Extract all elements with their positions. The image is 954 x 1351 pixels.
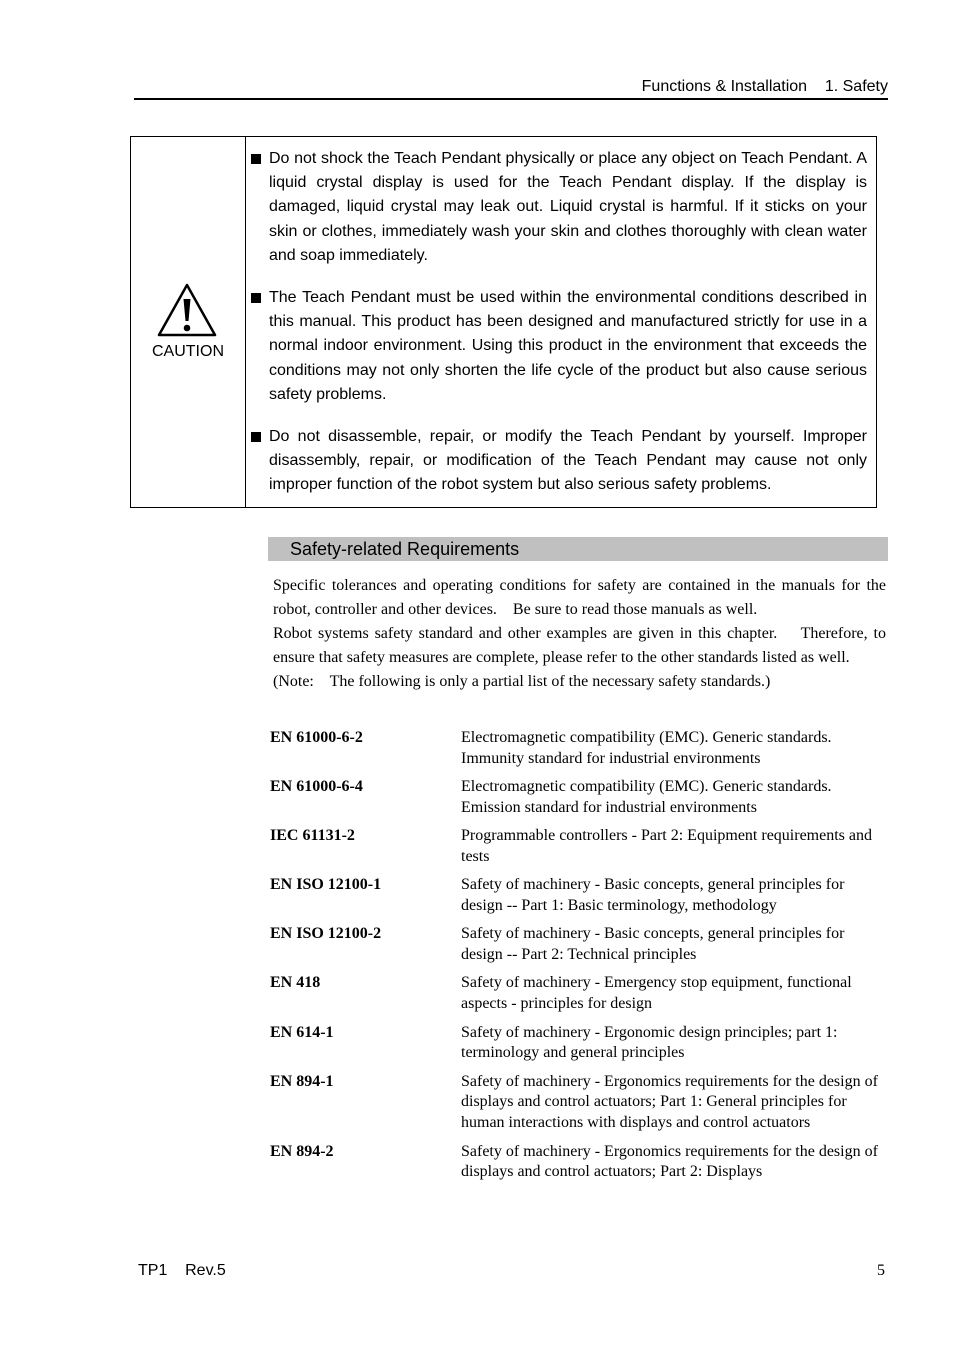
header-text: Functions & Installation 1. Safety [641, 78, 888, 95]
bullet-square-icon [251, 293, 261, 303]
section-title: Safety-related Requirements [290, 539, 520, 559]
caution-bullets [249, 147, 867, 516]
caution-box [130, 136, 877, 508]
standard-code: EN 61000-6-4 [270, 778, 363, 796]
caution-bullet [249, 147, 867, 268]
standard-description: Safety of machinery - Ergonomics requirements for the design of displays and control actuators; Part 2: Displays [461, 1142, 878, 1181]
standard-description: Safety of machinery - Basic concepts, general principles for design -- Part 2: Technical principles [461, 925, 845, 964]
standard-code: EN 61000-6-2 [270, 729, 363, 746]
standard-row [270, 826, 890, 868]
bullet-square-icon [251, 154, 261, 164]
standard-row [270, 1072, 890, 1134]
intro-note: (Note: The following is only a partial list of the necessary safety standards.) [273, 673, 771, 690]
bullet-text: Do not disassemble, repair, or modify the Teach Pendant by yourself. Improper disassembly, repair, or modification of the Teach Pendant may cause not only improper function of the robot system but also serious safety problems. [269, 428, 867, 494]
standards-list [270, 728, 890, 1191]
standard-description: Electromagnetic compatibility (EMC). Generic standards. Emission standard for industrial environments [461, 778, 832, 816]
warning-triangle-icon [157, 283, 217, 337]
standard-description: Programmable controllers - Part 2: Equipment requirements and tests [461, 827, 872, 865]
standard-code: IEC 61131-2 [270, 827, 355, 845]
standard-description: Safety of machinery - Emergency stop equipment, functional aspects - principles for design [461, 974, 852, 1013]
standard-row [270, 728, 890, 770]
caution-label: CAUTION [152, 343, 224, 360]
bullet-square-icon [251, 432, 261, 442]
standard-description: Safety of machinery - Ergonomic design principles; part 1: terminology and general principles [461, 1023, 838, 1062]
caution-bullet [249, 425, 867, 498]
standard-code: EN 894-1 [270, 1072, 334, 1090]
footer-doc-id: TP1 Rev.5 [138, 1262, 226, 1279]
bullet-text: Do not shock the Teach Pendant physically or place any object on Teach Pendant. A liquid crystal display is used for the Teach Pendant display. If the display is damaged, liquid crystal may leak out. Liquid crystal is harmful. If it sticks on your skin or clothes, immediately wash your skin and clothes thoroughly with clean water and soap immediately. [269, 150, 867, 264]
intro-paragraph: Robot systems safety standard and other examples are given in this chapter. Therefore, to ensure that safety measures are complete, please refer to the other standards listed as well. [273, 625, 890, 666]
standard-row [270, 973, 890, 1015]
standard-code: EN ISO 12100-1 [270, 876, 382, 894]
standard-code: EN 894-2 [270, 1142, 334, 1160]
caution-icon-cell [131, 137, 246, 507]
standard-row [270, 777, 890, 819]
standard-code: EN 614-1 [270, 1023, 334, 1041]
standard-row [270, 875, 890, 917]
standard-code: EN 418 [270, 974, 321, 992]
intro-paragraph: Specific tolerances and operating conditions for safety are contained in the manuals for the robot, controller and other devices. Be sure to read those manuals as well. [273, 577, 890, 618]
standard-row [270, 924, 890, 966]
page-header [134, 76, 888, 100]
page-number: 5 [877, 1262, 885, 1279]
standard-row [270, 1142, 890, 1184]
standard-description: Safety of machinery - Ergonomics requirements for the design of displays and control actuators; Part 1: General principles for human interactions with displays and control actuators [461, 1072, 878, 1132]
section-intro [273, 574, 890, 694]
standard-description: Safety of machinery - Basic concepts, general principles for design -- Part 1: Basic terminology, methodology [461, 876, 845, 915]
section-heading [268, 537, 888, 561]
standard-description: Electromagnetic compatibility (EMC). Generic standards. Immunity standard for industrial environments [461, 729, 832, 767]
caution-bullet [249, 286, 867, 407]
standard-row [270, 1023, 890, 1065]
bullet-text: The Teach Pendant must be used within the environmental conditions described in this manual. This product has been designed and manufactured strictly for use in a normal indoor environment. Using this product in the environment that exceeds the conditions may not only shorten the life cycle of the product but also cause serious safety problems. [269, 289, 867, 403]
standard-code: EN ISO 12100-2 [270, 925, 382, 943]
